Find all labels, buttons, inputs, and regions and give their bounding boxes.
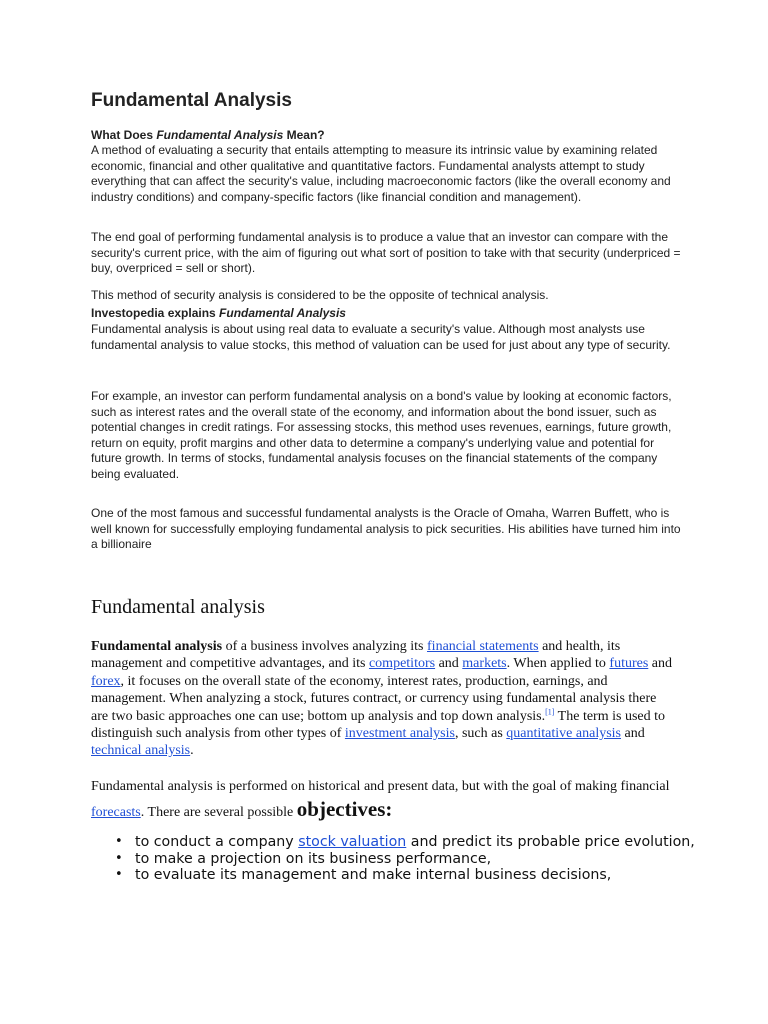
objectives-paragraph: Fundamental analysis is performed on historical and present data, but with the goal of making financial forecasts. There are several possible objectives: — [91, 779, 670, 821]
explains-heading: Investopedia explains Fundamental Analysis — [91, 306, 346, 320]
reference-link[interactable]: [1] — [545, 706, 555, 716]
intro-bold-term: Fundamental analysis — [91, 639, 223, 654]
section-heading: Fundamental analysis — [91, 596, 265, 618]
explanation-paragraph: Fundamental analysis is about using real data to evaluate a security's value. Although most analysts use fundamental analysis to value stocks, this method of valuation can be used for just about any type of security. — [91, 322, 671, 352]
link-markets[interactable]: markets — [462, 656, 507, 672]
link-financial-statements[interactable]: financial statements — [427, 639, 539, 654]
what-does-heading: What Does Fundamental Analysis Mean? — [91, 128, 325, 142]
list-item: • to conduct a company stock valuation and predict its probable price evolution, — [135, 834, 735, 851]
end-goal-paragraph: The end goal of performing fundamental analysis is to produce a value that an investor can compare with the security's current price, with the aim of figuring out what sort of position to take with that security (underpriced = buy, overpriced = sell or short). — [91, 230, 681, 275]
link-investment-analysis[interactable]: investment analysis — [344, 726, 455, 742]
link-stock-valuation[interactable]: stock valuation — [298, 834, 407, 850]
link-futures[interactable]: futures — [609, 656, 649, 672]
link-technical-analysis[interactable]: technical analysis — [91, 743, 191, 759]
link-forex[interactable]: forex — [91, 673, 121, 689]
link-competitors[interactable]: competitors — [368, 656, 436, 672]
page-title: Fundamental Analysis — [91, 90, 292, 111]
link-forecasts[interactable]: forecasts — [91, 805, 141, 820]
opposite-paragraph: This method of security analysis is considered to be the opposite of technical analysis. — [91, 288, 549, 302]
list-item: • to make a projection on its business performance, — [135, 851, 735, 868]
buffett-paragraph: One of the most famous and successful fundamental analysts is the Oracle of Omaha, Warren Buffett, who is well known for successfully employing fundamental analysis to pick securities. His abilities have turned him into a billionaire — [91, 506, 681, 551]
objectives-label: objectives: — [296, 797, 393, 821]
definition-paragraph: A method of evaluating a security that entails attempting to measure its intrinsic value by examining related economic, financial and other qualitative and quantitative factors. Fundamental analysts attempt to study everything that can affect the security's value, including macroeconomic factors (like the overall economy and industry conditions) and company-specific factors (like financial condition and management). — [91, 143, 671, 204]
objectives-list — [91, 834, 735, 884]
list-item: • to evaluate its management and make internal business decisions, — [135, 867, 735, 884]
wiki-intro-paragraph: Fundamental analysis of a business involves analyzing its financial statements and health, its management and competitive advantages, and its competitors and markets. When applied to futures and forex, it focuses on the overall state of the economy, interest rates, production, earnings, and management. When analyzing a stock, futures contract, or currency using fundamental analysis there are two basic approaches one can use; bottom up analysis and top down analysis.[1] The term is used to distinguish such analysis from other types of investment analysis, such as quantitative analysis and technical analysis. — [91, 639, 673, 759]
example-paragraph: For example, an investor can perform fundamental analysis on a bond's value by looking at economic factors, such as interest rates and the overall state of the economy, and information about the bond issuer, such as potential changes in credit ratings. For assessing stocks, this method uses revenues, earnings, future growth, return on equity, profit margins and other data to determine a company's underlying value and potential for future growth. In terms of stocks, fundamental analysis focuses on the financial statements of the company being evaluated. — [91, 389, 672, 481]
link-quantitative-analysis[interactable]: quantitative analysis — [506, 726, 621, 742]
